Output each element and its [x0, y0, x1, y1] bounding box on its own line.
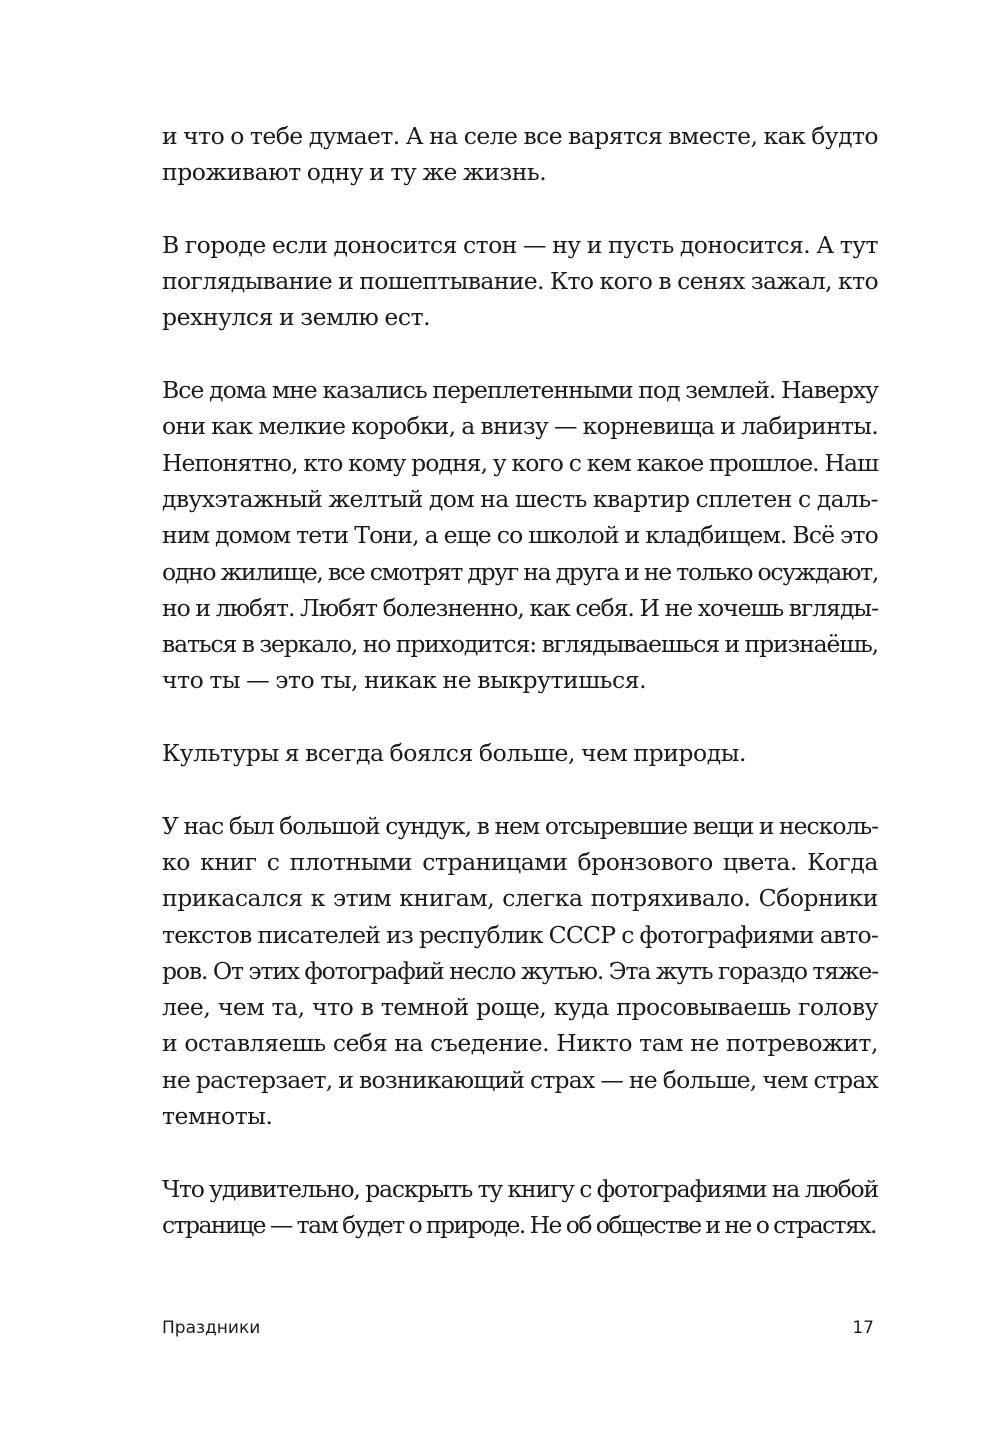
text-line: поглядывание и пошептывание. Кто кого в сенях зажал, кто [162, 267, 878, 296]
paragraph [162, 735, 878, 771]
text-line: и оставляешь себя на съедение. Никто там не потревожит, [162, 1029, 878, 1058]
text-line: текстов писателей из республик СССР с фотографиями авто- [162, 920, 878, 949]
text-line: рехнулся и землю ест. [162, 303, 431, 332]
text-line: они как мелкие коробки, а внизу — корневища и лабиринты. [162, 412, 878, 441]
text-line: Культуры я всегда боялся больше, чем природы. [162, 739, 747, 768]
text-line: не растерзает, и возникающий страх — не больше, чем страх [162, 1065, 878, 1094]
text-line: ров. От этих фотографий несло жутью. Эта жуть гораздо тяже- [162, 956, 878, 985]
text-line: темноты. [162, 1102, 273, 1131]
paragraph [162, 1171, 878, 1244]
text-line: лее, чем та, что в темной роще, куда просовываешь голову [162, 993, 878, 1022]
text-line: двухэтажный желтый дом на шесть квартир сплетен с даль- [162, 484, 878, 513]
text-line: проживают одну и ту же жизнь. [162, 158, 547, 187]
text-line: Непонятно, кто кому родня, у кого с кем какое прошлое. Наш [162, 448, 878, 477]
text-line: одно жилище, все смотрят друг на друга и не только осуждают, [162, 557, 878, 586]
text-line: ко книг с плотными страницами бронзового цвета. Когда [162, 847, 878, 876]
page-number: 17 [852, 1318, 874, 1338]
text-line: странице — там будет о природе. Не об обществе и не о страстях. [162, 1210, 876, 1239]
paragraph [162, 227, 878, 336]
text-line: Все дома мне казались переплетенными под землей. Наверху [162, 376, 878, 405]
text-line: прикасался к этим книгам, слегка потряхивало. Сборники [162, 884, 878, 913]
text-line: но и любят. Любят болезненно, как себя. И не хочешь вгляды- [162, 593, 878, 622]
text-line: ним домом тети Тони, а еще со школой и кладбищем. Всё это [162, 521, 878, 550]
page-footer [162, 1318, 874, 1344]
paragraph [162, 118, 878, 191]
text-line: ваться в зеркало, но приходится: вглядываешься и признаёшь, [162, 630, 878, 659]
running-footer-section: Праздники [162, 1318, 261, 1338]
paragraph [162, 372, 878, 699]
text-line: Что удивительно, раскрыть ту книгу с фотографиями на любой [162, 1174, 878, 1203]
text-line: что ты — это ты, никак не выкрутишься. [162, 666, 647, 695]
text-line: и что о тебе думает. А на селе все варятся вместе, как будто [162, 122, 878, 150]
paragraph [162, 808, 878, 1135]
page-body-text [162, 118, 878, 1280]
text-line: В городе если доносится стон — ну и пусть доносится. А тут [162, 230, 878, 259]
text-line: У нас был большой сундук, в нем отсыревшие вещи и несколь- [162, 811, 878, 840]
